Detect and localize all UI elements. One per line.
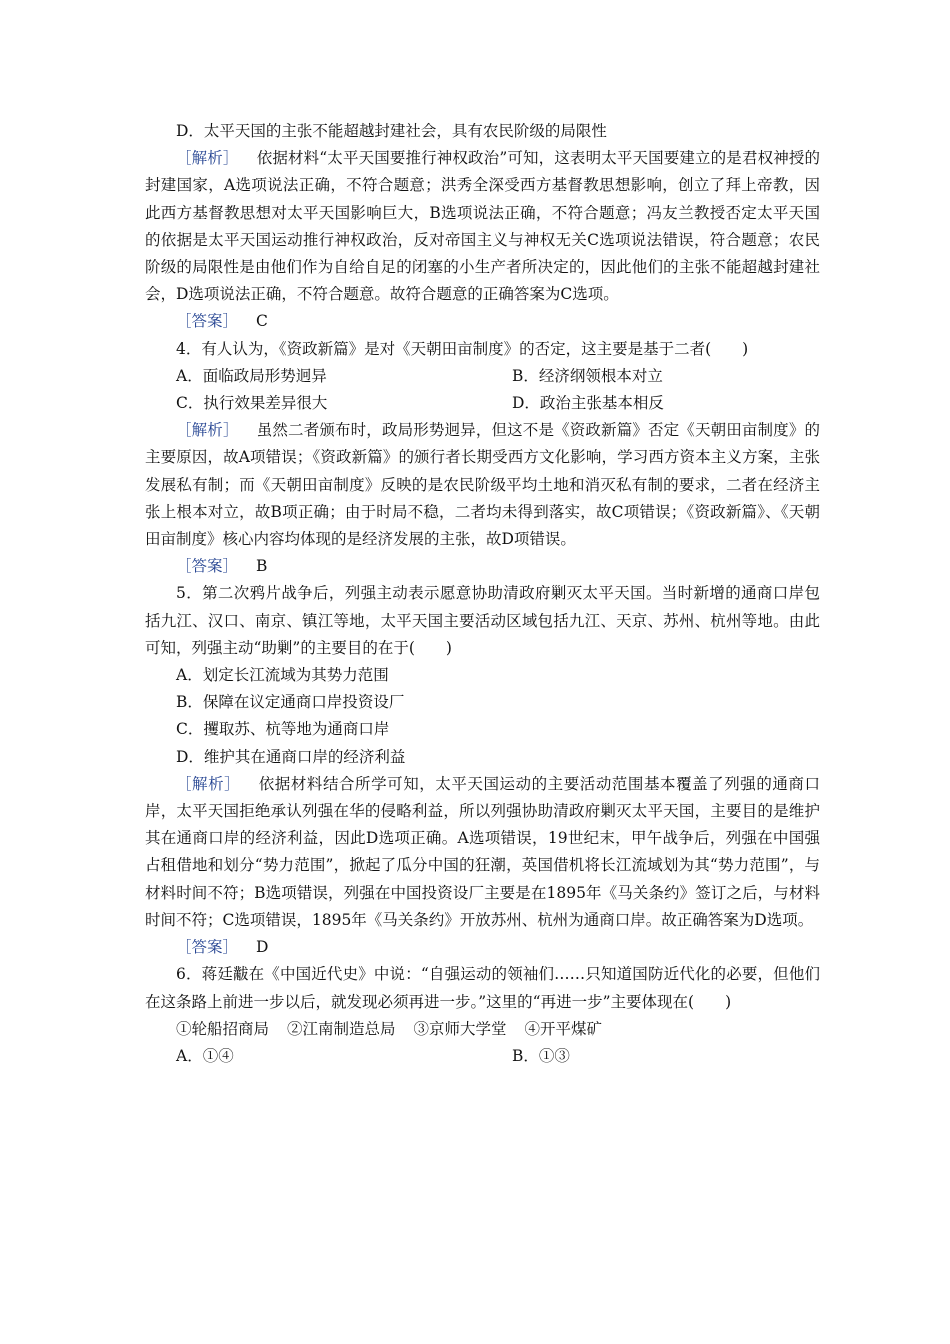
q4-analysis — [145, 417, 820, 553]
q6-item-2: ②江南制造总局 — [287, 1019, 396, 1038]
q5-answer — [145, 934, 820, 961]
q3-answer — [145, 308, 820, 335]
q3-analysis — [145, 145, 820, 308]
q6-item-3: ③京师大学堂 — [413, 1019, 507, 1038]
document-page — [145, 118, 820, 1070]
answer-tag: ［答案］ — [176, 938, 239, 957]
q5-option-b: B．保障在议定通商口岸投资设厂 — [176, 693, 405, 712]
q5-option-c: C．攫取苏、杭等地为通商口岸 — [176, 720, 390, 739]
q6-option-a: A．①④ — [176, 1046, 234, 1065]
q4-option-c: C．执行效果差异很大 — [176, 394, 328, 413]
answer-value: D — [256, 938, 269, 957]
analysis-text: 依据材料结合所学可知，太平天国运动的主要活动范围基本覆盖了列强的通商口岸，太平天国拒绝承认列强在华的侵略利益，所以列强协助清政府剿灭太平天国，主要目的是维护其在通商口岸的经济利益，因此D选项正确。A选项错误，19世纪末，甲午战争后，列强在中国强占租借地和划分“势力范围”，掀起了瓜分中国的狂潮，英国借机将长江流域划为其“势力范围”，与材料时间不符；B选项错误，列强在中国投资设厂主要是在1895年《马关条约》签订之后，与材料时间不符；C选项错误，1895年《马关条约》开放苏州、杭州为通商口岸。故正确答案为D选项。 — [145, 774, 820, 929]
q4-options-row-1 — [145, 363, 820, 390]
q6-items — [145, 1016, 820, 1043]
analysis-tag: ［解析］ — [176, 774, 241, 793]
answer-value: B — [256, 557, 268, 576]
q6-options-row-1 — [145, 1043, 820, 1070]
analysis-text: 虽然二者颁布时，政局形势迥异，但这不是《资政新篇》否定《天朝田亩制度》的主要原因，故A项错误；《资政新篇》的颁行者长期受西方文化影响，学习西方资本主义方案，主张发展私有制；而《天朝田亩制度》反映的是农民阶级平均土地和消灭私有制的要求，二者在经济主张上根本对立，故B项正确；由于时局不稳，二者均未得到落实，故C项错误；《资政新篇》、《天朝田亩制度》核心内容均体现的是经济发展的主张，故D项错误。 — [145, 421, 820, 549]
q6-stem: 6．蒋廷黻在《中国近代史》中说：“自强运动的领袖们……只知道国防近代化的必要，但他们在这条路上前进一步以后，就发现必须再进一步。”这里的“再进一步”主要体现在( ) — [145, 965, 820, 1011]
answer-tag: ［答案］ — [176, 557, 239, 576]
q6-item-4: ④开平煤矿 — [524, 1019, 603, 1038]
q5-analysis — [145, 771, 820, 934]
q4-stem: 4．有人认为，《资政新篇》是对《天朝田亩制度》的否定，这主要是基于二者( ) — [176, 339, 749, 358]
q5-option-a: A．划定长江流域为其势力范围 — [176, 666, 389, 685]
q6-item-1: ①轮船招商局 — [176, 1019, 270, 1038]
analysis-tag: ［解析］ — [176, 149, 239, 168]
q4-option-d: D．政治主张基本相反 — [512, 394, 664, 413]
q4-option-a: A．面临政局形势迥异 — [176, 366, 327, 385]
answer-value: C — [256, 312, 268, 331]
answer-tag: ［答案］ — [176, 312, 239, 331]
q4-options-row-2 — [145, 390, 820, 417]
analysis-tag: ［解析］ — [176, 421, 239, 440]
q4-answer — [145, 553, 820, 580]
q5-option-d: D．维护其在通商口岸的经济利益 — [176, 747, 406, 766]
q4-option-b: B．经济纲领根本对立 — [512, 366, 663, 385]
q5-stem: 5．第二次鸦片战争后，列强主动表示愿意协助清政府剿灭太平天国。当时新增的通商口岸包括九江、汉口、南京、镇江等地，太平天国主要活动区域包括九江、天京、苏州、杭州等地。由此可知，列强主动“助剿”的主要目的在于( ) — [145, 584, 820, 657]
q3-option-d: D．太平天国的主张不能超越封建社会，具有农民阶级的局限性 — [176, 122, 607, 140]
analysis-text: 依据材料“太平天国要推行神权政治”可知，这表明太平天国要建立的是君权神授的封建国家，A选项说法正确，不符合题意；洪秀全深受西方基督教思想影响，创立了拜上帝教，因此西方基督教思想对太平天国影响巨大，B选项说法正确，不符合题意；冯友兰教授否定太平天国的依据是太平天国运动推行神权政治，反对帝国主义与神权无关C选项说法错误，符合题意；农民阶级的局限性是由他们作为自给自足的闭塞的小生产者所决定的，因此他们的主张不能超越封建社会，D选项说法正确，不符合题意。故符合题意的正确答案为C选项。 — [145, 149, 820, 304]
q6-option-b: B．①③ — [512, 1046, 570, 1065]
